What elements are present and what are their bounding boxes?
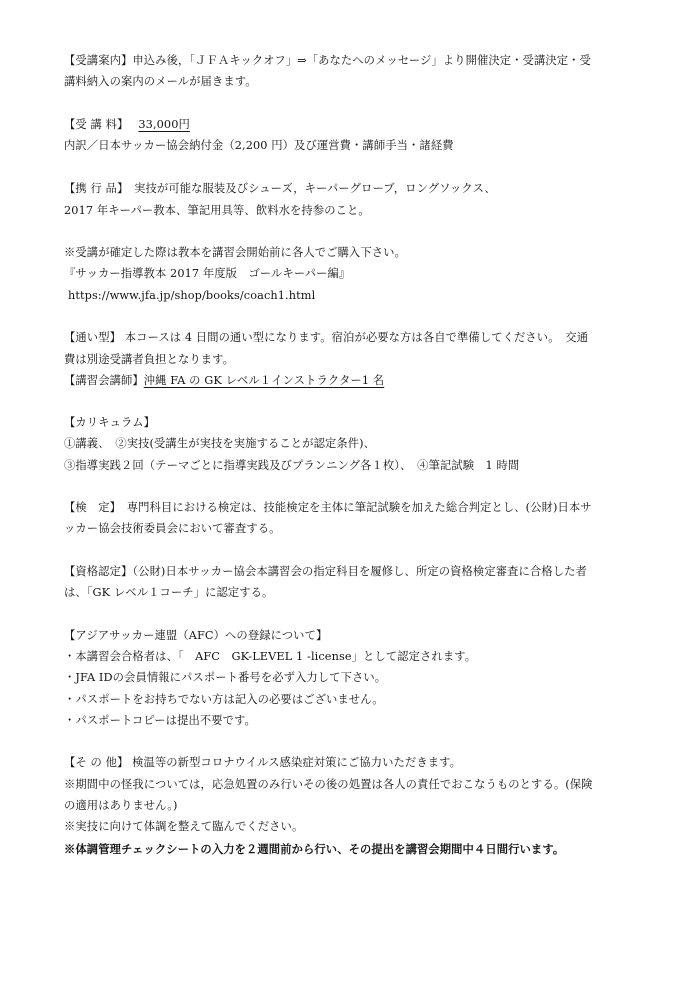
qualification-line-2: は、「GK レベル１コーチ」に認定する。: [64, 586, 274, 599]
injury-note-line-1: ※期間中の怪我については，応急処置のみ行いその後の処置は各人の責任でおこなうものとする。(保険: [64, 778, 593, 791]
belongings-text: 実技が可能な服装及びシューズ，キーパーグローブ，ロングソックス、: [134, 182, 496, 195]
exam-text: 専門科目における検定は、技能検定を主体に筆記試験を加えた総合判定とし、(公財)日本サ: [126, 501, 592, 514]
course-info-line-2: 講料納入の案内のメールが届きます。: [64, 75, 257, 88]
fee-heading: 【受 講 料】: [64, 118, 129, 131]
afc-item: ・JFA IDの会員情報にパスポート番号を必ず入力して下さい。: [64, 671, 387, 684]
course-info-text: 申込み後，「ＪＦＡキックオフ」⇒「あなたへのメッセージ」より開催決定・受講決定・受: [132, 54, 591, 67]
curriculum-heading: 【カリキュラム】: [64, 416, 156, 429]
afc-item: ・パスポートコピーは提出不要です。: [64, 714, 256, 727]
afc-item: ・パスポートをお持ちでない方は記入の必要はございません。: [64, 693, 384, 706]
exam-line-2: ッカー協会技術委員会において審査する。: [64, 522, 281, 535]
textbook-note: ※受講が確定した際は教本を講習会開始前に各人でご購入下さい。: [64, 246, 406, 259]
qualification-line-1: [64, 564, 587, 580]
instructor-heading: 【講習会講師】: [64, 374, 144, 387]
exam-heading: 【検 定】: [64, 501, 116, 514]
instructor-value: 沖縄 FA の GK レベル１インストラクター1 名: [143, 374, 385, 387]
curriculum-line-2: ③指導実践２回（テーマごとに指導実践及びプランニング各１枚）、 ④筆記試験 1 時間: [64, 459, 520, 472]
instructor-line: [64, 373, 384, 389]
commute-line-2: 費は別途受講者負担となります。: [64, 353, 235, 366]
qualification-heading: 【資格認定】: [64, 565, 133, 578]
fee-line: [64, 117, 204, 133]
qualification-text: （公財)日本サッカー協会本講習会の指定科目を履修し、所定の資格検定審査に合格した者: [132, 565, 587, 578]
other-line-1: [64, 755, 461, 771]
exam-line-1: [64, 500, 592, 516]
belongings-heading: 【携 行 品】: [64, 182, 123, 195]
fee-value: 33,000円: [138, 118, 190, 131]
belongings-line-2: 2017 年キーパー教本、筆記用具等、飲料水を持参のこと。: [64, 204, 370, 217]
checksheet-note: ※体調管理チェックシートの入力を２週間前から行い、その提出を講習会期間中４日間行います。: [64, 842, 565, 856]
injury-note-line-2: の適用はありません。): [64, 799, 178, 812]
belongings-line-1: [64, 181, 496, 197]
other-text: 検温等の新型コロナウイルス感染症対策にご協力いただきます。: [132, 756, 462, 769]
commute-text: 本コースは 4 日間の通い型になります。宿泊が必要な方は各自で準備してください。 交通: [124, 331, 589, 344]
commute-heading: 【通い型】: [64, 331, 121, 344]
afc-item: ・本講習会合格者は、「 AFC GK-LEVEL 1 -license」として認定されます。: [64, 650, 477, 663]
fee-breakdown: 内訳／日本サッカー協会納付金（2,200 円）及び運営費・講師手当・諸経費: [64, 139, 454, 152]
course-info-heading: 【受講案内】: [64, 54, 133, 67]
afc-heading: 【アジアサッカー連盟（AFC）への登録について】: [64, 629, 328, 642]
textbook-url: https://www.jfa.jp/shop/books/coach1.html: [68, 289, 316, 302]
other-heading: 【そ の 他】: [64, 756, 129, 769]
course-info-line-1: [64, 53, 591, 69]
curriculum-line-1: ①講義、 ②実技(受講生が実技を実施することが認定条件)、: [64, 437, 376, 450]
textbook-title: 『サッカー指導教本 2017 年度版 ゴールキーパー編』: [64, 267, 351, 280]
condition-note: ※実技に向けて体調を整えて臨んでください。: [64, 820, 304, 833]
commute-line-1: [64, 330, 588, 346]
